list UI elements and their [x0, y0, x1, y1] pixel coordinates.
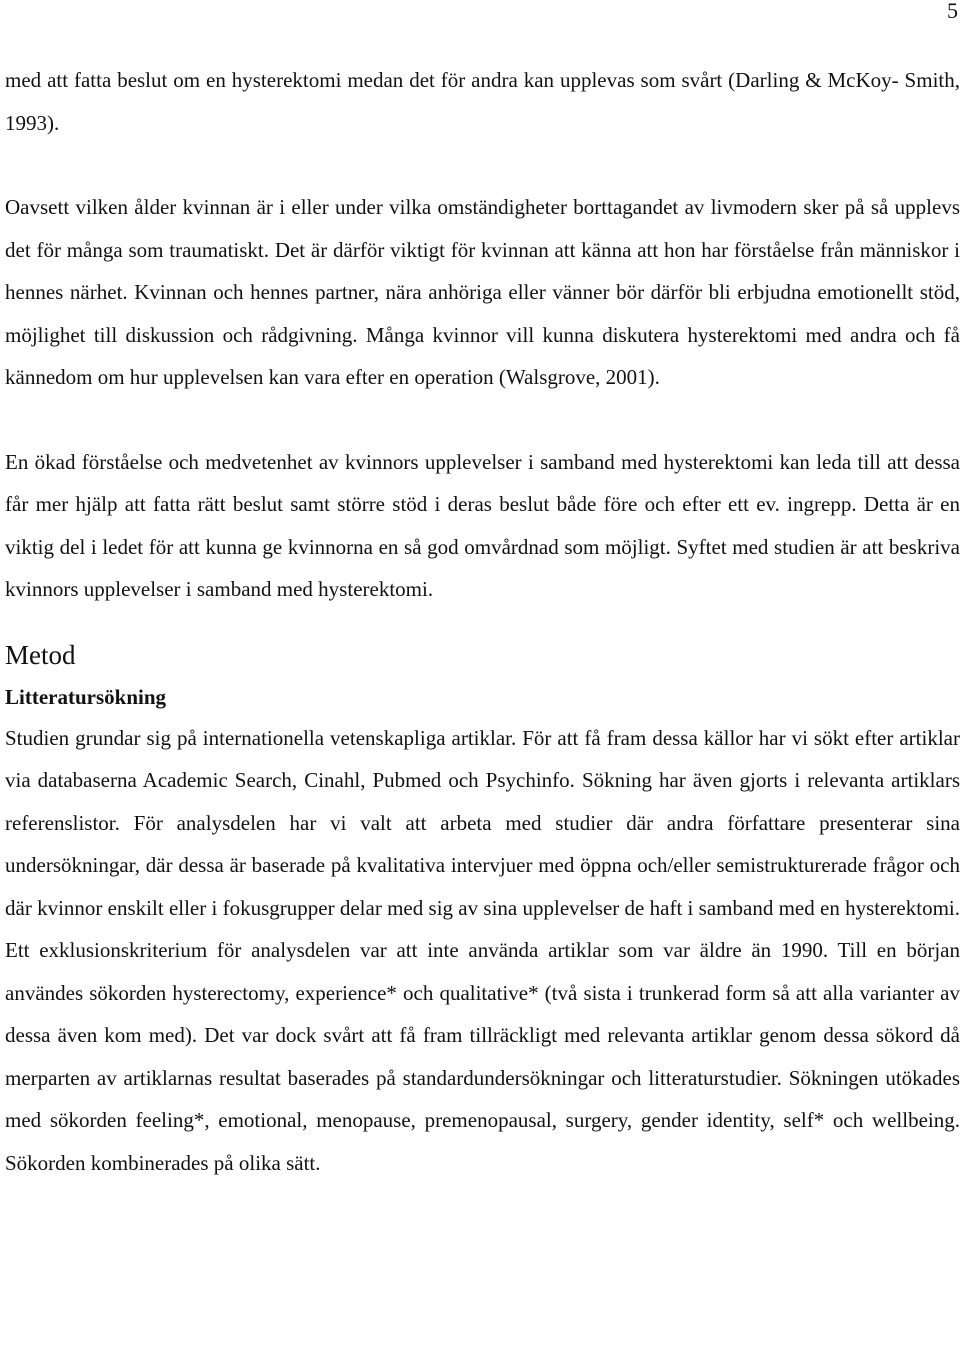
subsection-heading-bold: Litteratursökning [5, 684, 167, 709]
page-number: 5 [947, 0, 958, 23]
paragraph-trauma-part-d: Många kvinnor vill kunna diskutera hysterektomi med andra och få kännedom om hur upplevelsen kan vara efter en operation (Walsgrove, 2001). [5, 322, 960, 389]
paragraph-trauma-part-b: Det är därför viktigt för kvinnan att känna att hon har förståelse från människor i hennes närhet. [5, 237, 960, 304]
paragraph-gap [5, 144, 960, 186]
paragraph-gap [5, 399, 960, 441]
paragraph-trauma [5, 186, 960, 399]
paragraph-purpose: En ökad förståelse och medvetenhet av kvinnors upplevelser i samband med hysterektomi kan leda till att dessa får mer hjälp att fatta rätt beslut samt större stöd i deras beslut både före och efter ett ev. ingrepp. Detta är en viktig del i ledet för att kunna ge kvinnorna en så god omvårdnad som möjligt. Syftet med studien är att beskriva kvinnors upplevelser i samband med hysterektomi. [5, 449, 960, 601]
paragraph-trauma-part-c: Kvinnan och hennes partner, nära anhöriga eller vänner bör därför bli erbjudna emotionellt stöd, möjlighet till diskussion och rådgivning. [5, 280, 960, 347]
section-heading-method: Metod [5, 639, 76, 670]
subsection-heading-literature-search [5, 677, 960, 717]
document-body [5, 59, 960, 1184]
paragraph-continuation: med att fatta beslut om en hysterektomi medan det för andra kan upplevas som svårt (Darling & McKoy- Smith, 1993). [5, 68, 960, 135]
paragraph-trauma-part-a: Oavsett vilken ålder kvinnan är i eller under vilka omständigheter borttagandet av livmodern sker på så upplevs det för många som traumatiskt. [5, 195, 960, 262]
paragraph-method-body: Studien grundar sig på internationella vetenskapliga artiklar. För att få fram dessa källor har vi sökt efter artiklar via databaserna Academic Search, Cinahl, Pubmed och Psychinfo. Sökning har även gjorts i relevanta artiklars referenslistor. För analysdelen har vi valt att arbeta med studier där andra författare presenterar sina undersökningar, där dessa är baserade på kvalitativa intervjuer med öppna och/eller semistrukturerade frågor och där kvinnor enskilt eller i fokusgrupper delar med sig av sina upplevelser de haft i samband med en hysterektomi. Ett exklusionskriterium för analysdelen var att inte använda artiklar som var äldre än 1990. Till en början användes sökorden hysterectomy, experience* och qualitative* (två sista i trunkerad form så att alla varianter av dessa även kom med). Det var dock svårt att få fram tillräckligt med relevanta artiklar genom dessa sökord då merparten av artiklarnas resultat baserades på standardundersökningar och litteraturstudier. Sökningen utökades med sökorden feeling*, emotional, menopause, premenopausal, surgery, gender identity, self* och wellbeing. Sökorden kombinerades på olika sätt. [5, 725, 960, 1175]
